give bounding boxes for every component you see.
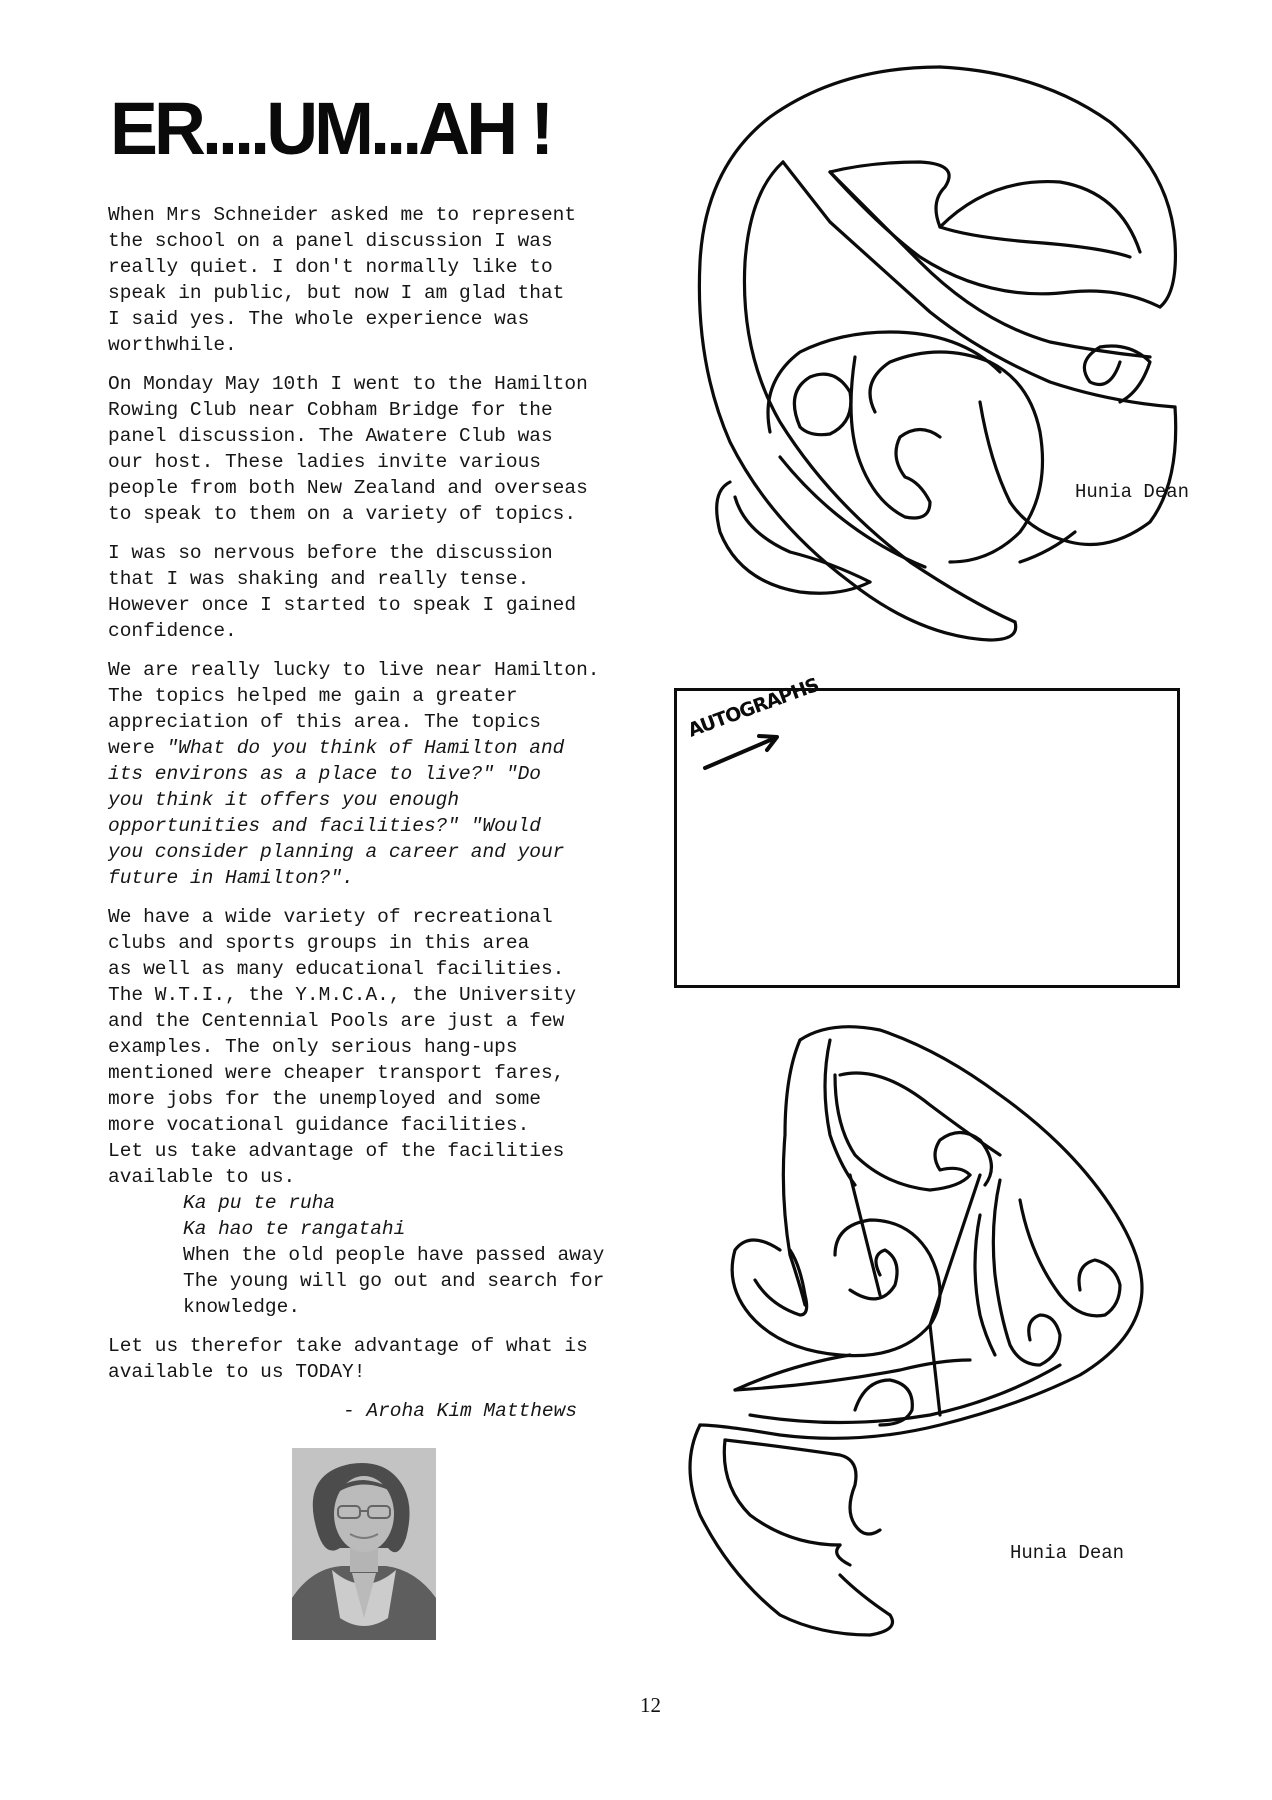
autographs-label: AUTOGRAPHS <box>685 674 822 742</box>
proverb-line: Ka hao te rangatahi <box>183 1218 406 1240</box>
proverb-line: Ka pu te ruha <box>183 1192 336 1214</box>
proverb-translation-line: When the old people have passed away <box>183 1244 605 1266</box>
paragraph-nerves: I was so nervous before the discussion that I was shaking and really tense. However once I started to speak I gained confidence. <box>108 542 577 642</box>
paragraph-intro: When Mrs Schneider asked me to represent the school on a panel discussion I was really quiet. I don't normally like to speak in public, but now I am glad that I said yes. The whole experience was worthwhile. <box>108 204 577 356</box>
koru-outer-outline <box>699 67 1015 640</box>
author-photo <box>292 1448 436 1640</box>
topics-intro: We are really lucky to live near Hamilton. The topics helped me gain a greater appreciation of this area. The topics were <box>108 659 600 759</box>
paragraph-closing: Let us therefor take advantage of what is available to us TODAY! <box>108 1335 588 1383</box>
paragraph-facilities: We have a wide variety of recreational clubs and sports groups in this area as well as many educational facilities. The W.T.I., the Y.M.C.A., the University and the Centennial Pools are just a few examples. The only serious hang-ups mentioned were cheaper transport fares, more jobs for the unemployed and some more vocational guidance facilities. Let us take advantage of the facilities available to us. <box>108 906 577 1188</box>
page-number: 12 <box>640 1693 661 1717</box>
proverb-translation-line: knowledge. <box>183 1296 301 1318</box>
autographs-box[interactable] <box>674 674 1180 988</box>
arrow-icon <box>697 726 787 776</box>
koru-artwork-bottom <box>640 1015 1200 1655</box>
proverb <box>183 1190 668 1320</box>
author-signature: - Aroha Kim Matthews <box>343 1400 578 1422</box>
paragraph-event: On Monday May 10th I went to the Hamilton Rowing Club near Cobham Bridge for the panel discussion. The Awatere Club was our host. These ladies invite various people from both New Zealand and overseas to speak to them on a variety of topics. <box>108 373 588 525</box>
topics-quote: "What do you think of Hamilton and its environs as a place to live?" "Do you think it offers you enough opportunities and facilities?" "Would you consider planning a career and your future in Hamilton?". <box>108 737 565 889</box>
koru-artwork-top <box>690 62 1190 652</box>
proverb-translation-line: The young will go out and search for <box>183 1270 605 1292</box>
artist-credit-bottom: Hunia Dean <box>1010 1542 1125 1564</box>
paragraph-topics <box>108 657 668 891</box>
article-body <box>108 202 668 1424</box>
article-title: ER....UM...AH ! <box>110 87 551 170</box>
artist-credit-top: Hunia Dean <box>1075 481 1190 503</box>
